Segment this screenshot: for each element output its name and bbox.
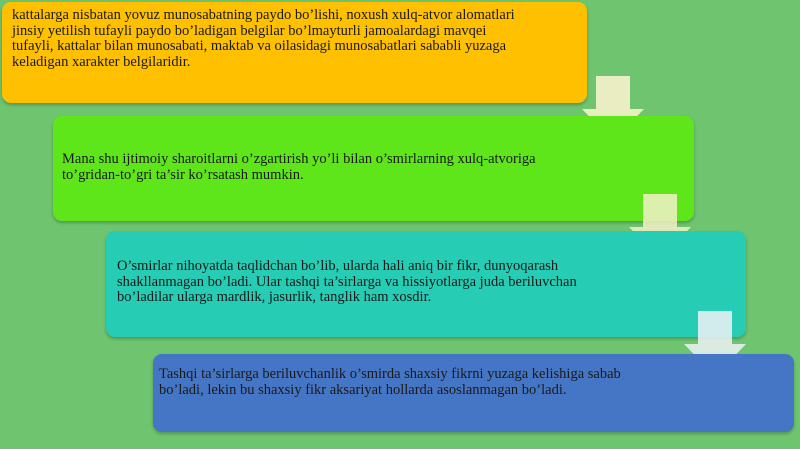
step-text-2: Mana shu ijtimoiy sharoitlarni o’zgartirish yo’li bilan o’smirlarning xulq-atvoriga to’gridan-to’gri ta’sir ko’rsatash mumkin. bbox=[62, 151, 536, 183]
step-text-3: O’smirlar nihoyatda taqlidchan bo’lib, ularda hali aniq bir fikr, dunyoqarash shakllanmagan bo’ladi. Ular tashqi ta’sirlarga va hissiyotlarga juda beriluvchan bo’ladilar ularga mardlik, jasurlik, tanglik ham xosdir. bbox=[117, 258, 577, 305]
step-box-2 bbox=[53, 116, 694, 221]
step-box-3 bbox=[106, 231, 746, 337]
step-box-1 bbox=[2, 2, 587, 103]
step-text-4: Tashqi ta’sirlarga beriluvchanlik o’smirda shaxsiy fikrni yuzaga kelishiga sabab bo’ladi, lekin bu shaxsiy fikr aksariyat hollarda asoslanmagan bo’ladi. bbox=[159, 366, 621, 398]
step-text-1: kattalarga nisbatan yovuz munosabatning paydo bo’lishi, noxush xulq-atvor alomatlari jinsiy yetilish tufayli paydo bo’ladigan belgilar bo’lmayturli jamoalardagi mavqei tufayli, kattalar bilan munosabati, maktab va oilasidagi munosabatlari sababli yuzaga keladigan xarakter belgilaridir. bbox=[12, 7, 515, 70]
step-box-4 bbox=[153, 354, 794, 432]
